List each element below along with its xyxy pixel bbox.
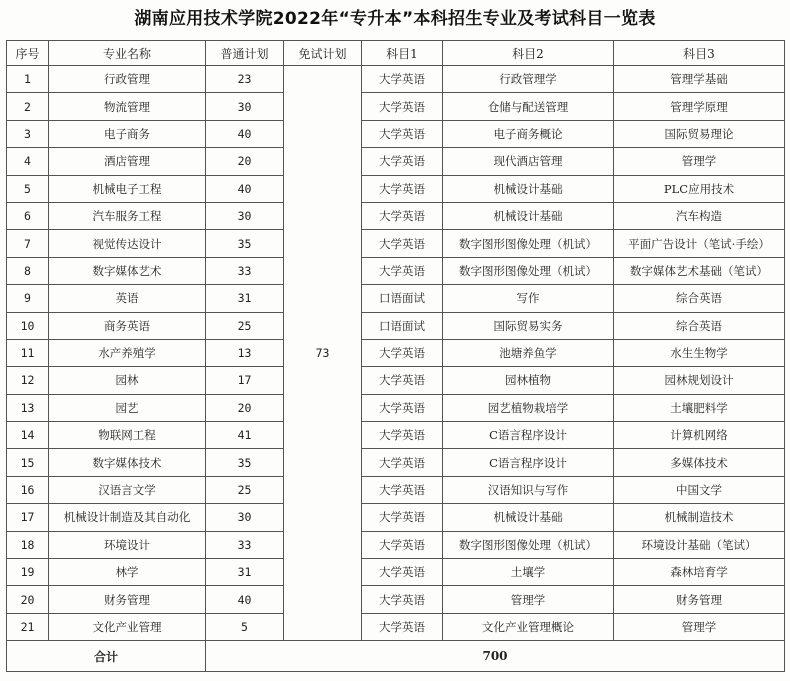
table-row — [7, 148, 785, 175]
row-subject-1-cell: 口语面试 — [362, 312, 443, 339]
table-row — [7, 531, 785, 558]
row-major-cell: 英语 — [49, 285, 206, 312]
row-subject-1-cell: 大学英语 — [362, 175, 443, 202]
table-row — [7, 449, 785, 476]
row-subject-1-cell: 大学英语 — [362, 531, 443, 558]
row-subject-2-cell: 机械设计基础 — [443, 175, 614, 202]
row-regular-plan-cell: 13 — [206, 339, 284, 366]
row-subject-3-cell: 水生生物学 — [614, 339, 785, 366]
row-major-cell: 汉语言文学 — [49, 476, 206, 503]
row-major-cell: 机械设计制造及其自动化 — [49, 504, 206, 531]
table-body — [7, 66, 785, 641]
table-row — [7, 202, 785, 229]
row-subject-3-cell: 管理学 — [614, 148, 785, 175]
table-row — [7, 476, 785, 503]
row-regular-plan-cell: 23 — [206, 66, 284, 93]
row-subject-2-cell: 数字图形图像处理（机试） — [443, 230, 614, 257]
row-subject-2-cell: 土壤学 — [443, 559, 614, 586]
row-index-cell: 8 — [7, 257, 49, 284]
row-index-cell: 7 — [7, 230, 49, 257]
row-regular-plan-cell: 35 — [206, 449, 284, 476]
row-subject-1-cell: 大学英语 — [362, 394, 443, 421]
row-subject-3-cell: 平面广告设计（笔试·手绘） — [614, 230, 785, 257]
row-subject-1-cell: 大学英语 — [362, 504, 443, 531]
row-major-cell: 机械电子工程 — [49, 175, 206, 202]
row-subject-3-cell: PLC应用技术 — [614, 175, 785, 202]
header-exempt-plan: 免试计划 — [284, 41, 362, 66]
row-regular-plan-cell: 20 — [206, 148, 284, 175]
row-subject-1-cell: 口语面试 — [362, 285, 443, 312]
table-row — [7, 120, 785, 147]
row-major-cell: 商务英语 — [49, 312, 206, 339]
row-subject-3-cell: 数字媒体艺术基础（笔试） — [614, 257, 785, 284]
row-subject-2-cell: 园林植物 — [443, 367, 614, 394]
row-subject-2-cell: 汉语知识与写作 — [443, 476, 614, 503]
row-major-cell: 数字媒体技术 — [49, 449, 206, 476]
row-regular-plan-cell: 17 — [206, 367, 284, 394]
row-index-cell: 9 — [7, 285, 49, 312]
header-subject-3: 科目3 — [614, 41, 785, 66]
total-label: 合计 — [7, 641, 206, 672]
row-index-cell: 3 — [7, 120, 49, 147]
table-row — [7, 586, 785, 613]
table-row — [7, 367, 785, 394]
row-major-cell: 视觉传达设计 — [49, 230, 206, 257]
row-subject-1-cell: 大学英语 — [362, 422, 443, 449]
row-subject-1-cell: 大学英语 — [362, 93, 443, 120]
table-row — [7, 285, 785, 312]
row-regular-plan-cell: 41 — [206, 422, 284, 449]
row-regular-plan-cell: 30 — [206, 93, 284, 120]
table-row — [7, 93, 785, 120]
row-subject-1-cell: 大学英语 — [362, 476, 443, 503]
row-subject-1-cell: 大学英语 — [362, 257, 443, 284]
row-subject-3-cell: 管理学原理 — [614, 93, 785, 120]
row-regular-plan-cell: 35 — [206, 230, 284, 257]
row-index-cell: 19 — [7, 559, 49, 586]
row-subject-2-cell: 机械设计基础 — [443, 504, 614, 531]
table-row — [7, 422, 785, 449]
header-regular-plan: 普通计划 — [206, 41, 284, 66]
row-subject-2-cell: 文化产业管理概论 — [443, 613, 614, 640]
row-subject-3-cell: 综合英语 — [614, 285, 785, 312]
row-subject-1-cell: 大学英语 — [362, 120, 443, 147]
row-subject-2-cell: C语言程序设计 — [443, 449, 614, 476]
row-major-cell: 汽车服务工程 — [49, 202, 206, 229]
row-index-cell: 5 — [7, 175, 49, 202]
row-subject-1-cell: 大学英语 — [362, 339, 443, 366]
row-major-cell: 林学 — [49, 559, 206, 586]
table-row — [7, 312, 785, 339]
row-subject-2-cell: 管理学 — [443, 586, 614, 613]
header-major: 专业名称 — [49, 41, 206, 66]
row-subject-3-cell: 多媒体技术 — [614, 449, 785, 476]
row-regular-plan-cell: 40 — [206, 586, 284, 613]
row-subject-2-cell: 园艺植物栽培学 — [443, 394, 614, 421]
row-index-cell: 11 — [7, 339, 49, 366]
row-index-cell: 13 — [7, 394, 49, 421]
total-value: 700 — [206, 641, 785, 672]
row-subject-3-cell: 中国文学 — [614, 476, 785, 503]
header-subject-1: 科目1 — [362, 41, 443, 66]
row-index-cell: 21 — [7, 613, 49, 640]
table-row — [7, 613, 785, 640]
row-subject-1-cell: 大学英语 — [362, 148, 443, 175]
row-regular-plan-cell: 30 — [206, 504, 284, 531]
table-row — [7, 559, 785, 586]
row-index-cell: 4 — [7, 148, 49, 175]
row-major-cell: 物流管理 — [49, 93, 206, 120]
row-index-cell: 15 — [7, 449, 49, 476]
row-regular-plan-cell: 40 — [206, 175, 284, 202]
row-regular-plan-cell: 5 — [206, 613, 284, 640]
table-row — [7, 394, 785, 421]
row-major-cell: 水产养殖学 — [49, 339, 206, 366]
row-subject-2-cell: 机械设计基础 — [443, 202, 614, 229]
row-major-cell: 物联网工程 — [49, 422, 206, 449]
row-major-cell: 电子商务 — [49, 120, 206, 147]
row-subject-3-cell: 计算机网络 — [614, 422, 785, 449]
row-subject-2-cell: 写作 — [443, 285, 614, 312]
row-index-cell: 12 — [7, 367, 49, 394]
header-subject-2: 科目2 — [443, 41, 614, 66]
row-index-cell: 6 — [7, 202, 49, 229]
table-row — [7, 66, 785, 93]
row-regular-plan-cell: 25 — [206, 476, 284, 503]
row-major-cell: 园林 — [49, 367, 206, 394]
row-subject-3-cell: 财务管理 — [614, 586, 785, 613]
row-subject-1-cell: 大学英语 — [362, 367, 443, 394]
row-regular-plan-cell: 20 — [206, 394, 284, 421]
row-regular-plan-cell: 31 — [206, 285, 284, 312]
row-subject-3-cell: 国际贸易理论 — [614, 120, 785, 147]
row-major-cell: 数字媒体艺术 — [49, 257, 206, 284]
table-row — [7, 230, 785, 257]
row-major-cell: 财务管理 — [49, 586, 206, 613]
row-regular-plan-cell: 33 — [206, 531, 284, 558]
row-index-cell: 10 — [7, 312, 49, 339]
row-subject-2-cell: 行政管理学 — [443, 66, 614, 93]
row-index-cell: 20 — [7, 586, 49, 613]
row-subject-2-cell: 国际贸易实务 — [443, 312, 614, 339]
row-subject-2-cell: 仓储与配送管理 — [443, 93, 614, 120]
row-subject-3-cell: 环境设计基础（笔试） — [614, 531, 785, 558]
row-subject-1-cell: 大学英语 — [362, 202, 443, 229]
row-index-cell: 2 — [7, 93, 49, 120]
row-subject-3-cell: 综合英语 — [614, 312, 785, 339]
row-subject-2-cell: 电子商务概论 — [443, 120, 614, 147]
row-subject-3-cell: 土壤肥料学 — [614, 394, 785, 421]
admissions-table — [6, 40, 785, 672]
document-title: 湖南应用技术学院2022年“专升本”本科招生专业及考试科目一览表 — [134, 9, 656, 29]
header-index: 序号 — [7, 41, 49, 66]
table-row — [7, 504, 785, 531]
exempt-plan-total-cell: 73 — [284, 66, 362, 641]
row-subject-2-cell: C语言程序设计 — [443, 422, 614, 449]
row-regular-plan-cell: 33 — [206, 257, 284, 284]
row-subject-1-cell: 大学英语 — [362, 449, 443, 476]
row-major-cell: 行政管理 — [49, 66, 206, 93]
row-regular-plan-cell: 31 — [206, 559, 284, 586]
row-subject-3-cell: 管理学 — [614, 613, 785, 640]
row-major-cell: 园艺 — [49, 394, 206, 421]
row-subject-1-cell: 大学英语 — [362, 613, 443, 640]
row-subject-1-cell: 大学英语 — [362, 66, 443, 93]
row-index-cell: 18 — [7, 531, 49, 558]
row-index-cell: 14 — [7, 422, 49, 449]
row-subject-2-cell: 数字图形图像处理（机试） — [443, 531, 614, 558]
row-subject-2-cell: 现代酒店管理 — [443, 148, 614, 175]
row-subject-3-cell: 管理学基础 — [614, 66, 785, 93]
row-index-cell: 1 — [7, 66, 49, 93]
row-subject-2-cell: 数字图形图像处理（机试） — [443, 257, 614, 284]
row-regular-plan-cell: 40 — [206, 120, 284, 147]
row-major-cell: 酒店管理 — [49, 148, 206, 175]
table-row — [7, 339, 785, 366]
table-row — [7, 257, 785, 284]
row-subject-2-cell: 池塘养鱼学 — [443, 339, 614, 366]
row-subject-1-cell: 大学英语 — [362, 559, 443, 586]
row-subject-1-cell: 大学英语 — [362, 586, 443, 613]
row-subject-3-cell: 森林培育学 — [614, 559, 785, 586]
row-regular-plan-cell: 25 — [206, 312, 284, 339]
row-index-cell: 16 — [7, 476, 49, 503]
row-subject-3-cell: 汽车构造 — [614, 202, 785, 229]
table-header-row — [7, 41, 785, 66]
row-subject-1-cell: 大学英语 — [362, 230, 443, 257]
row-index-cell: 17 — [7, 504, 49, 531]
row-subject-3-cell: 园林规划设计 — [614, 367, 785, 394]
row-subject-3-cell: 机械制造技术 — [614, 504, 785, 531]
table-row — [7, 175, 785, 202]
row-major-cell: 环境设计 — [49, 531, 206, 558]
row-regular-plan-cell: 30 — [206, 202, 284, 229]
total-row — [7, 641, 785, 672]
row-major-cell: 文化产业管理 — [49, 613, 206, 640]
